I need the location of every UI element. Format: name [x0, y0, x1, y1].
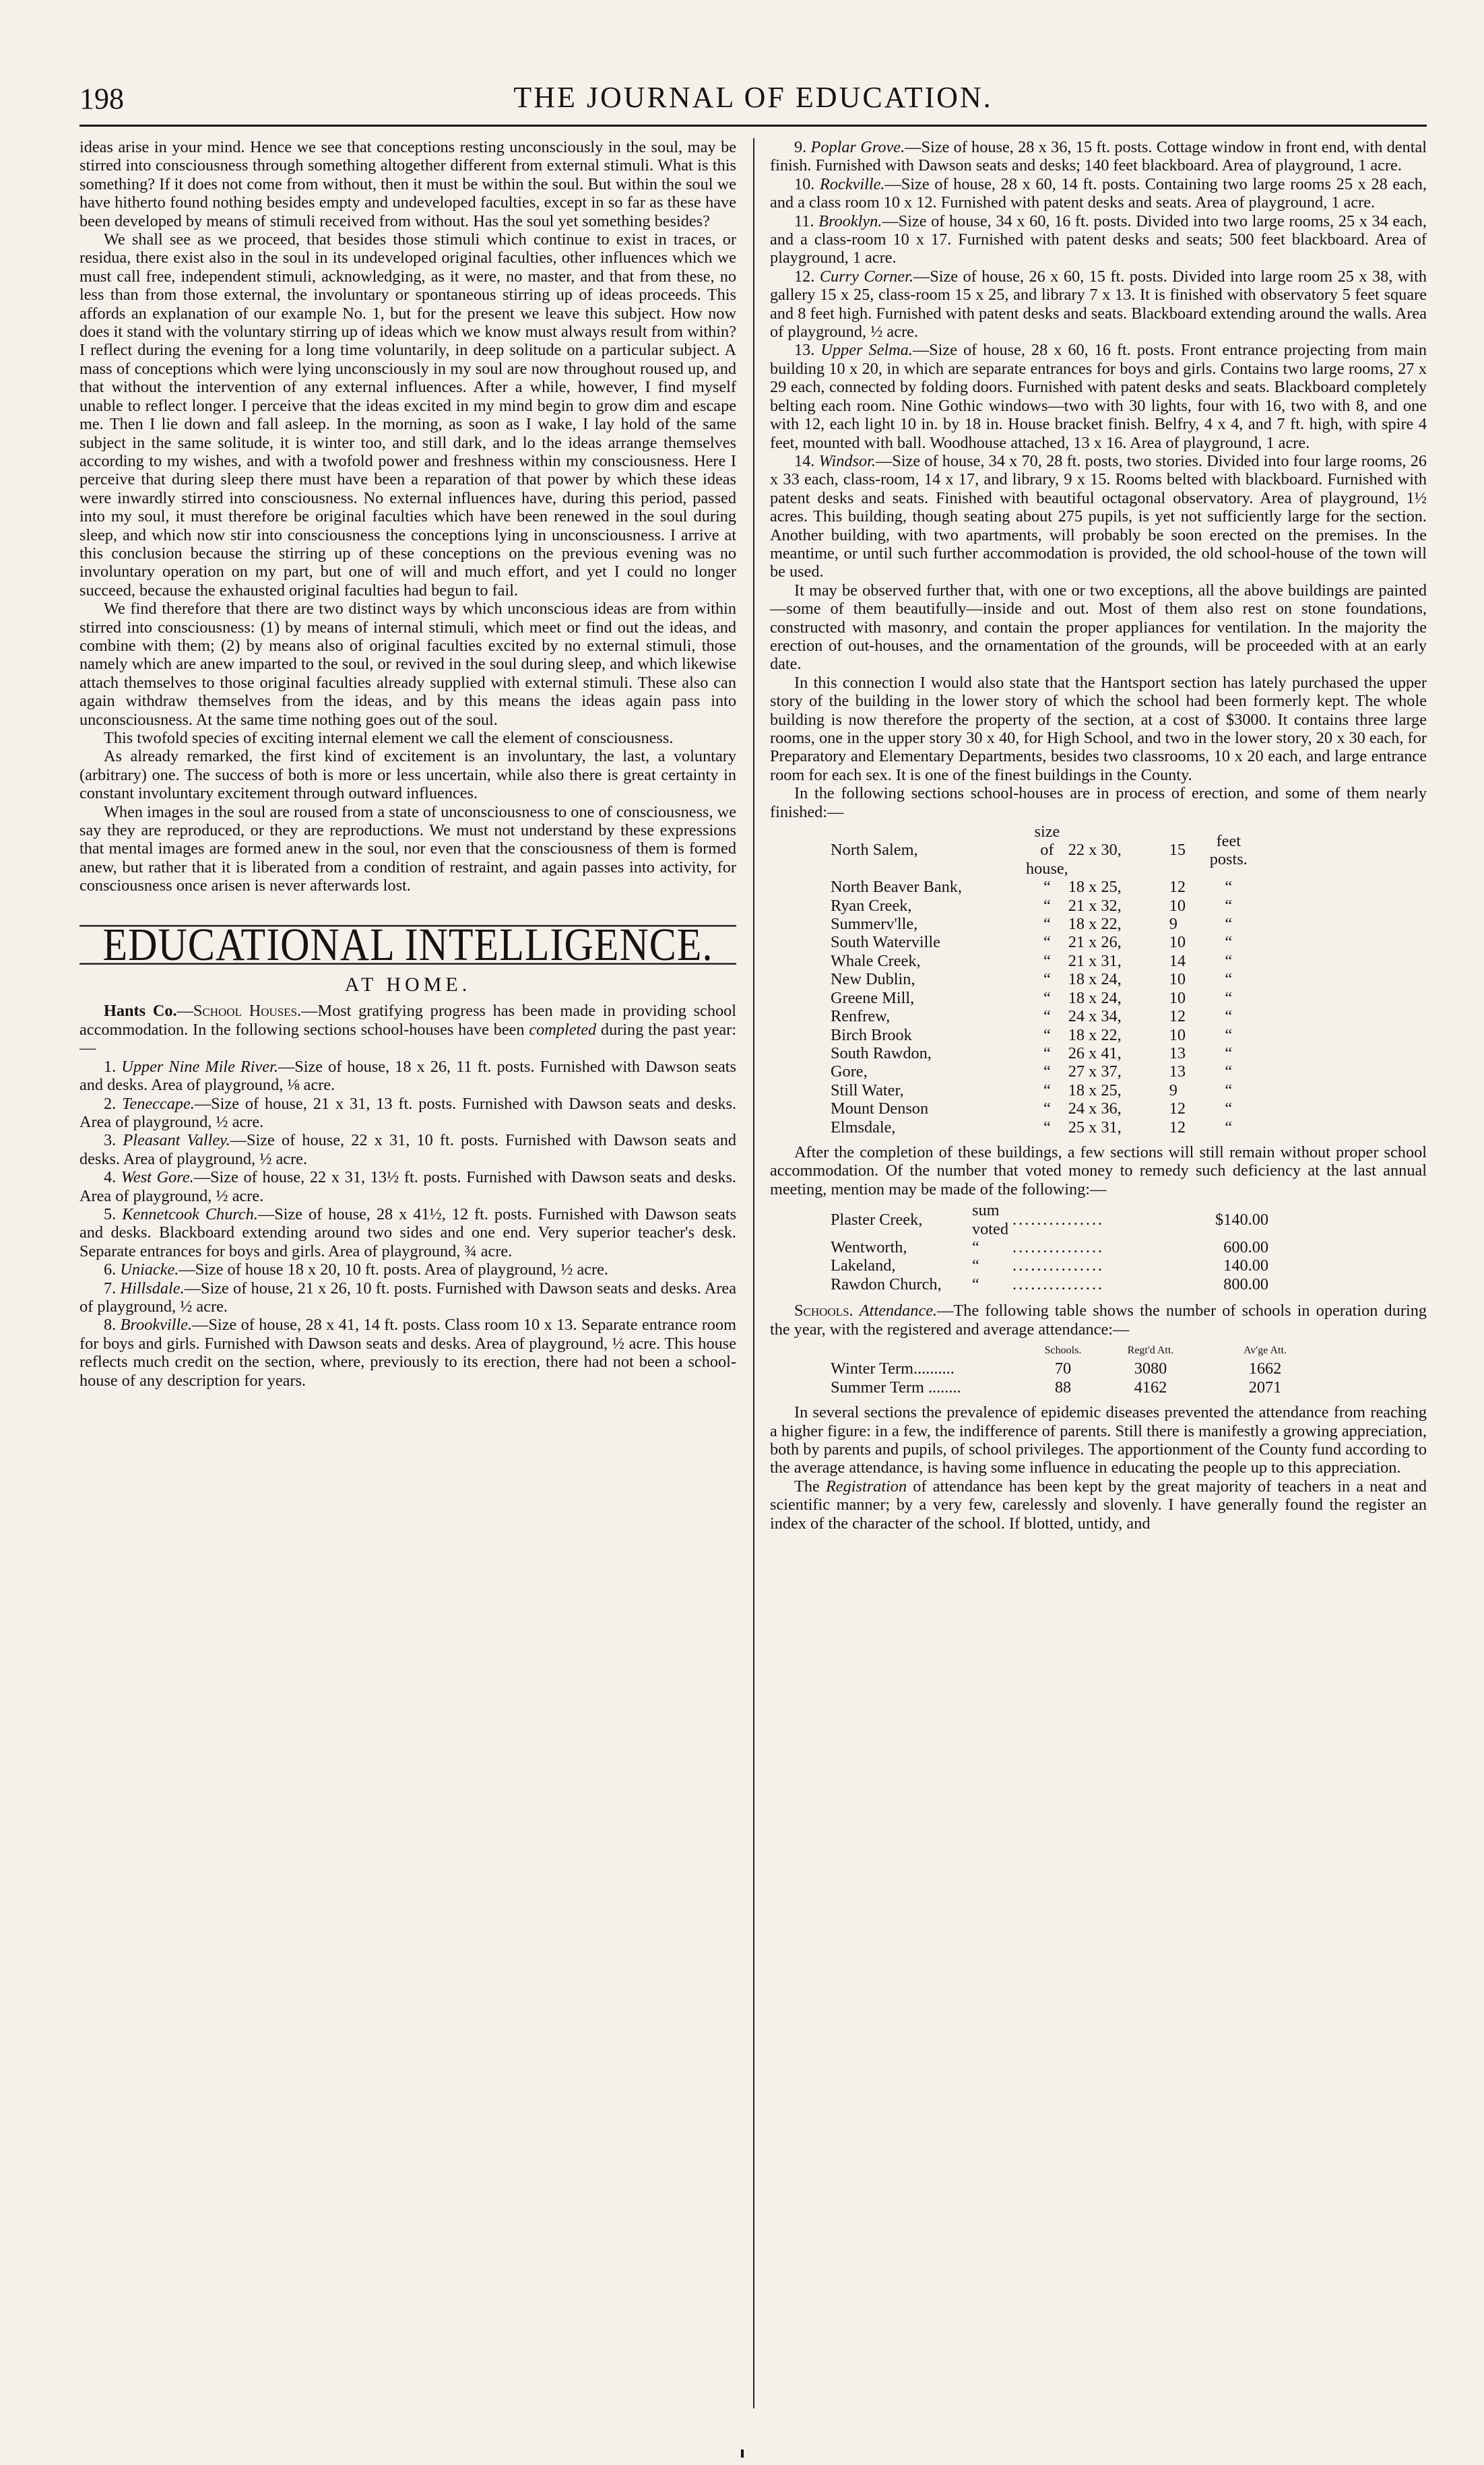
text-run: The: [794, 1477, 820, 1496]
school-name: Upper Selma.: [820, 341, 913, 360]
size-label: “: [1043, 1025, 1051, 1044]
house-dims: 18 x 24,: [1068, 970, 1122, 989]
right-column: [770, 138, 1427, 1533]
table-row: [831, 1378, 1322, 1397]
house-posts: 10: [1169, 1025, 1186, 1044]
school-entry: [79, 1279, 736, 1316]
section-name: Rawdon Church,: [831, 1275, 942, 1293]
house-dims: 18 x 22,: [1068, 1025, 1122, 1044]
section-heading: EDUCATIONAL INTELLIGENCE.: [79, 925, 736, 965]
vote-amount: 800.00: [1223, 1275, 1268, 1293]
entry-text: —Size of house, 28 x 60, 16 ft. posts. Front entrance projecting from main building 10 x 20, in which are separate entrances for boys and girls. Contains two large rooms, 27 x 29 each, connected by folding doors. Furnished with patent desks and seats. Blackboard completely belting each room. Nine Gothic windows—two with 30 lights, four with 16, two with 8, and one with 12, each light 10 in. by 18 in. House bracket finish. Belfry, 4 x 4, and 7 ft. high, with spire 4 feet, mounted with ball. Woodhouse attached, 13 x 16. Area of playground, 1 acre.: [770, 341, 1427, 452]
paragraph: [770, 1302, 1427, 1339]
column-header: Regt'd Att.: [1127, 1345, 1174, 1356]
house-name: Still Water,: [831, 1081, 904, 1099]
posts-unit: “: [1225, 1099, 1233, 1118]
house-name: Ryan Creek,: [831, 896, 912, 915]
size-label: “: [1043, 878, 1051, 897]
house-name: Gore,: [831, 1062, 868, 1081]
subsection-heading: AT HOME.: [344, 973, 472, 996]
house-name: Renfrew,: [831, 1007, 891, 1026]
house-name: North Salem,: [831, 841, 918, 860]
section-name: Lakeland,: [831, 1256, 896, 1275]
size-label: size of house,: [1026, 823, 1068, 878]
votes-table: [831, 1201, 1268, 1293]
house-dims: 21 x 31,: [1068, 951, 1122, 970]
school-entries: [79, 1058, 736, 1390]
school-entry: [770, 452, 1427, 581]
house-dims: 25 x 31,: [1068, 1118, 1122, 1137]
term-name: Winter Term..........: [831, 1359, 955, 1378]
entry-text: —Size of house, 22 x 31, 13½ ft. posts. Furnished with Dawson seats and desks. Area of playground, ½ acre.: [79, 1168, 737, 1205]
entry-number: 11.: [794, 212, 814, 230]
school-name: Brookville.: [120, 1316, 193, 1335]
table-row: [831, 897, 1248, 915]
house-posts: 12: [1169, 1118, 1186, 1137]
entry-number: 7.: [104, 1279, 117, 1298]
house-dims: 18 x 25,: [1068, 1081, 1122, 1099]
entry-text: —Size of house, 28 x 60, 14 ft. posts. Containing two large rooms 25 x 28 each, and a class room 10 x 12. Furnished with patent desks and seats. Area of playground, 1 acre.: [770, 174, 1427, 212]
posts-unit: “: [1225, 878, 1233, 897]
table-row: [831, 878, 1248, 896]
paragraph: In the following sections school-houses are in process of erection, and some of them nearly finished:—: [770, 784, 1427, 821]
house-dims: 18 x 22,: [1068, 915, 1122, 934]
school-name: Windsor.: [818, 451, 876, 470]
paragraph: After the completion of these buildings, a few sections will still remain without proper school accommodation. Of the number that voted money to remedy such deficiency at the last annual meeting, mention may be made of the following:—: [770, 1143, 1427, 1198]
school-name: Teneccape.: [122, 1094, 195, 1113]
table-row: [831, 970, 1248, 988]
page-header: [79, 77, 1427, 118]
entry-number: 1.: [104, 1057, 117, 1076]
header-rule: [79, 125, 1427, 127]
posts-unit: “: [1225, 933, 1233, 952]
average-attendance: 1662: [1248, 1359, 1282, 1378]
column-header: Schools.: [1044, 1345, 1082, 1356]
section-name: Wentworth,: [831, 1238, 907, 1256]
entry-number: 13.: [794, 341, 815, 360]
house-posts: 12: [1169, 1007, 1186, 1026]
school-name: West Gore.: [121, 1168, 194, 1187]
table-row: [831, 915, 1248, 933]
leader-dots: ...............: [1012, 1275, 1105, 1293]
house-posts: 14: [1169, 951, 1186, 970]
school-entry: [770, 175, 1427, 212]
school-name: Brooklyn.: [818, 212, 882, 230]
size-label: “: [1043, 896, 1051, 915]
house-posts: 10: [1169, 933, 1186, 952]
house-name: Elmsdale,: [831, 1118, 896, 1137]
school-name: Poplar Grove.: [810, 138, 905, 156]
table-row: [831, 823, 1248, 878]
house-posts: 15: [1169, 841, 1186, 860]
house-posts: 10: [1169, 896, 1186, 915]
house-dims: 22 x 30,: [1068, 841, 1122, 860]
journal-title: THE JOURNAL OF EDUCATION.: [513, 81, 993, 114]
school-name: Hillsdale.: [120, 1279, 185, 1298]
house-dims: 18 x 24,: [1068, 988, 1122, 1007]
paragraph: [79, 1002, 736, 1057]
paragraph: We shall see as we proceed, that besides those stimuli which continue to exist in traces, or residua, there exist also in the soul in its undeveloped original faculties, other influences which we must call free, independent stimuli, acknowledging, as it were, no master, and that from these, no less than from those external, the involuntary or spontaneous stirring up of ideas proceeds. This affords an explanation of our example No. 1, but for the present we leave this subject. How now does it stand with the voluntary stirring up of ideas which we know must always result from within? I reflect during the evening for a long time voluntarily, in deep solitude on a particular subject. A mass of conceptions which were lying unconsciously in my soul are now throughout roused up, and that without the intervention of any external influences. After a while, however, I find myself unable to reflect longer. I perceive that the ideas excited in my mind begin to grow dim and escape me. Then I lie down and fall asleep. In the morning, as soon as I wake, I lay hold of the same subject in the same solitude, it is winter too, and still dark, and lo the ideas arrange themselves according to my wishes, and with a twofold power and freshness within my consciousness. Here I perceive that during sleep there must have been a reparation of that power by which these ideas were inwardly stirred into consciousness. No external influences have, during this period, passed into my soul, it must therefore be original faculties which have been renewed in the soul during sleep, and which now stir into consciousness the conceptions lying in unconsciousness. I arrive at this conclusion because the stirring up of these conceptions on the previous evening was no involuntary operation on my part, but one of will and much effort, and yet I could no longer succeed, because the exhausted original faculties had begun to fail.: [79, 230, 736, 600]
posts-unit: “: [1225, 951, 1233, 970]
topic-label: Schools.: [794, 1302, 853, 1320]
entry-text: —Size of house, 28 x 41½, 12 ft. posts. Furnished with Dawson seats and desks. Blackboard extending around two sides and one end. Very superior teacher's desk. Separate entrances for boys and girls. Area of playground, ¾ acre.: [79, 1205, 737, 1260]
house-posts: 13: [1169, 1062, 1186, 1081]
entry-text: —Size of house, 34 x 70, 28 ft. posts, two stories. Divided into four large rooms, 26 x 33 each, class-room, 14 x 17, and library, 9 x 15. Rooms belted with blackboard. Furnished with patent desks and seats. Finished with beautiful octagonal observatory. Area of playground, 1½ acres. This building, though seating about 275 pupils, is yet not sufficiently large for the section. Another building, with two apartments, will probably be soon erected on the premises. In the meantime, or until such further accommodation is provided, the old school-house of the town will be used.: [770, 451, 1427, 581]
table-row: [831, 933, 1248, 951]
leader-dots: ...............: [1012, 1238, 1105, 1256]
house-posts: 9: [1169, 1081, 1177, 1099]
entry-number: 8.: [104, 1316, 117, 1335]
entry-text: —Size of house, 26 x 60, 15 ft. posts. Divided into large room 25 x 38, with gallery 15 x 25, class-room 15 x 25, and library 7 x 13. It is finished with observatory 5 feet square and 8 feet high. Furnished with patent desks and seats. Blackboard extending around the walls. Area of playground, ½ acre.: [770, 267, 1427, 342]
entry-text: —Size of house, 34 x 60, 16 ft. posts. Divided into two large rooms, 25 x 34 each, and a class-room 10 x 17. Furnished with patent desks and seats; 500 feet blackboard. Area of playground, 1 acre.: [770, 212, 1427, 267]
house-dims: 24 x 34,: [1068, 1007, 1122, 1026]
school-entry: [770, 212, 1427, 267]
table-row: [831, 1081, 1248, 1099]
emphasis: completed: [529, 1020, 597, 1039]
house-dims: 21 x 32,: [1068, 896, 1122, 915]
house-dims: 21 x 26,: [1068, 933, 1122, 952]
size-label: “: [1043, 1007, 1051, 1026]
size-label: “: [1043, 951, 1051, 970]
column-divider: [753, 138, 754, 2408]
house-name: South Waterville: [831, 933, 940, 952]
size-label: “: [1043, 915, 1051, 934]
school-entry: [770, 138, 1427, 175]
term-name: Summer Term ........: [831, 1378, 961, 1397]
houses-table: [831, 823, 1248, 1137]
house-name: North Beaver Bank,: [831, 878, 962, 897]
posts-unit: feet posts.: [1209, 831, 1248, 869]
posts-unit: “: [1225, 988, 1233, 1007]
paragraph: As already remarked, the first kind of excitement is an involuntary, the last, a voluntary (arbitrary) one. The success of both is more or less uncertain, while also there is great certainty in constant involuntary excitement through outward influences.: [79, 747, 736, 803]
entry-number: 3.: [104, 1131, 117, 1150]
entry-text: —Size of house, 22 x 31, 10 ft. posts. Furnished with Dawson seats and desks. Area of playground, ½ acre.: [79, 1131, 737, 1168]
posts-unit: “: [1225, 970, 1233, 989]
school-name: Kennetcook Church.: [122, 1205, 258, 1223]
vote-amount: $140.00: [1215, 1210, 1268, 1229]
entry-number: 2.: [104, 1094, 117, 1113]
entry-text: —Size of house, 18 x 26, 11 ft. posts. Furnished with Dawson seats and desks. Area of playground, ⅛ acre.: [79, 1057, 737, 1095]
posts-unit: “: [1225, 1007, 1233, 1026]
text-run: —Most gratifying progress has been made in providing school accommodation. In the following sections school-houses have been: [79, 1002, 737, 1039]
posts-unit: “: [1225, 896, 1233, 915]
entry-text: —Size of house, 28 x 41, 14 ft. posts. Class room 10 x 13. Separate entrance room for boys and girls. Furnished with Dawson seats and desks. Area of playground, ½ acre. This house reflects much credit on the section, where, previously to its erection, there had not been a school-house of any description for years.: [79, 1316, 736, 1390]
posts-unit: “: [1225, 915, 1233, 934]
size-label: “: [1043, 933, 1051, 952]
paragraph: This twofold species of exciting internal element we call the element of consciousness.: [104, 729, 674, 747]
house-name: Summerv'lle,: [831, 915, 918, 934]
size-label: “: [1043, 1118, 1051, 1137]
entry-number: 4.: [104, 1168, 117, 1187]
school-count: 70: [1054, 1359, 1072, 1378]
county-label: Hants Co.: [104, 1002, 177, 1021]
paragraph: ideas arise in your mind. Hence we see that conceptions resting unconsciously in the soul, may be stirred into consciousness through something altogether different from external stimuli. What is this something? If it does not come from without, then it must be within the soul. But within the soul we have hitherto found nothing besides empty and undeveloped faculties, except in so far as these have been developed by means of stimuli received from without. Has the soul yet something besides?: [79, 138, 736, 230]
attendance-table: [831, 1341, 1322, 1397]
table-row: [831, 1359, 1322, 1378]
posts-unit: “: [1225, 1044, 1233, 1062]
house-dims: 24 x 36,: [1068, 1099, 1122, 1118]
posts-unit: “: [1225, 1025, 1233, 1044]
entry-number: 6.: [104, 1260, 117, 1279]
page-number: 198: [79, 82, 124, 115]
house-name: Mount Denson: [831, 1099, 929, 1118]
house-name: New Dublin,: [831, 970, 915, 989]
table-row: [831, 1256, 1268, 1275]
size-label: “: [1043, 1081, 1051, 1099]
registered-attendance: 4162: [1134, 1378, 1167, 1397]
text-run: during the past year:—: [79, 1020, 736, 1058]
table-row: [831, 1007, 1248, 1025]
school-name: Rockville.: [820, 174, 885, 193]
vote-amount: 140.00: [1223, 1256, 1268, 1275]
house-name: Birch Brook: [831, 1025, 912, 1044]
school-entry: [79, 1316, 736, 1390]
paragraph: It may be observed further that, with one or two exceptions, all the above buildings are painted—some of them beautifully—inside and out. Most of them also rest on stone foundations, constructed with masonry, and contain the proper appliances for ventilation. In the majority the erection of out-houses, and the ornamentation of the grounds, will be proceeded with at an early date.: [770, 581, 1427, 674]
school-entry: [79, 1260, 736, 1279]
house-posts: 12: [1169, 878, 1186, 897]
left-column: [79, 138, 736, 1390]
table-row: [831, 1238, 1268, 1256]
registered-attendance: 3080: [1134, 1359, 1167, 1378]
school-name: Curry Corner.: [819, 267, 913, 286]
school-name: Upper Nine Mile River.: [121, 1057, 278, 1076]
entry-text: —Size of house, 28 x 36, 15 ft. posts. Cottage window in front end, with dental finish. Furnished with Dawson seats and desks; 140 feet blackboard. Area of playground, 1 acre.: [770, 138, 1427, 175]
entry-number: 10.: [794, 174, 815, 193]
school-entry: [79, 1168, 736, 1205]
paragraph: [770, 1477, 1427, 1533]
print-mark: [741, 2450, 744, 2458]
table-row: [831, 1026, 1248, 1044]
house-dims: 26 x 41,: [1068, 1044, 1122, 1062]
vote-label: sum voted: [972, 1201, 1008, 1238]
entry-number: 14.: [794, 451, 815, 470]
school-entry: [79, 1058, 736, 1095]
house-posts: 10: [1169, 970, 1186, 989]
text-run: of attendance has been kept by the great majority of teachers in a neat and scientific manner; by a very few, carelessly and slovenly. I have generally found the register an index of the character of the school. If blotted, untidy, and: [770, 1477, 1427, 1533]
entry-number: 9.: [794, 138, 807, 156]
entry-text: —Size of house, 21 x 31, 13 ft. posts. Furnished with Dawson seats and desks. Area of playground, ½ acre.: [79, 1094, 736, 1131]
vote-label: “: [972, 1238, 979, 1256]
table-row: [831, 1118, 1248, 1137]
table-row: [831, 1062, 1248, 1081]
table-header-row: [831, 1341, 1322, 1359]
vote-label: “: [972, 1256, 979, 1275]
table-row: [831, 1044, 1248, 1062]
paragraph: In this connection I would also state that the Hantsport section has lately purchased the upper story of the building in the lower story of which the school had been formerly kept. The whole building is now therefore the property of the section, at a cost of $3000. It contains three large rooms, one in the upper story 30 x 40, for High School, and two in the lower story, 20 x 30 each, for Preparatory and Elementary Departments, besides two classrooms, 10 x 20 each, and large entrance room for each sex. It is one of the finest buildings in the County.: [770, 673, 1427, 784]
house-dims: 18 x 25,: [1068, 878, 1122, 897]
table-row: [831, 1099, 1248, 1118]
vote-amount: 600.00: [1223, 1238, 1268, 1256]
house-name: Whale Creek,: [831, 951, 921, 970]
house-dims: 27 x 37,: [1068, 1062, 1122, 1081]
house-posts: 9: [1169, 915, 1177, 934]
column-header: Av'ge Att.: [1244, 1345, 1287, 1356]
school-entry: [79, 1205, 736, 1260]
house-name: South Rawdon,: [831, 1044, 932, 1062]
entry-text: —Size of house 18 x 20, 10 ft. posts. Area of playground, ½ acre.: [179, 1260, 609, 1279]
size-label: “: [1043, 988, 1051, 1007]
school-entries: [770, 138, 1427, 581]
paragraph: We find therefore that there are two distinct ways by which unconscious ideas are from within stirred into consciousness: (1) by means of internal stimuli, which meet or find out the ideas, and combine with them; (2) by means also of original faculties excited by no external stimuli, those namely which are anew imparted to the soul, or revived in the soul during sleep, and which likewise attach themselves to those original faculties already supplied with external stimuli. These also can again withdraw themselves from the ideas, and by this means the ideas again pass into unconsciousness. At the same time nothing goes out of the soul.: [79, 600, 736, 729]
table-row: [831, 989, 1248, 1007]
school-name: Pleasant Valley.: [123, 1131, 230, 1150]
size-label: “: [1043, 1044, 1051, 1062]
school-entry: [79, 1131, 736, 1168]
school-count: 88: [1054, 1378, 1072, 1397]
journal-page: [79, 77, 1427, 2422]
vote-label: “: [972, 1275, 979, 1293]
topic-label: —School Houses.: [176, 1002, 302, 1021]
leader-dots: ...............: [1012, 1210, 1105, 1229]
school-entry: [770, 267, 1427, 342]
posts-unit: “: [1225, 1118, 1233, 1137]
posts-unit: “: [1225, 1062, 1233, 1081]
table-row: [831, 1201, 1268, 1238]
table-row: [831, 952, 1248, 970]
size-label: “: [1043, 1099, 1051, 1118]
emphasis: Registration: [825, 1477, 907, 1496]
size-label: “: [1043, 1062, 1051, 1081]
entry-number: 5.: [104, 1205, 117, 1223]
school-name: Uniacke.: [120, 1260, 179, 1279]
paragraph: When images in the soul are roused from a state of unconsciousness to one of consciousness, we say they are reproduced, or they are reproductions. We must not understand by these expressions that mental images are formed anew in the soul, nor even that the consciousness of them is formed anew, but rather that it is liberated from a condition of restraint, and again passes into activity, for consciousness once arisen is never afterwards lost.: [79, 802, 736, 895]
house-posts: 10: [1169, 988, 1186, 1007]
text-run: —The following table shows the number of schools in operation during the year, with the registered and average attendance:—: [770, 1302, 1427, 1339]
entry-text: —Size of house, 21 x 26, 10 ft. posts. Furnished with Dawson seats and desks. Area of playground, ½ acre.: [79, 1279, 736, 1316]
average-attendance: 2071: [1248, 1378, 1282, 1397]
size-label: “: [1043, 970, 1051, 989]
section-name: Plaster Creek,: [831, 1210, 923, 1229]
house-posts: 12: [1169, 1099, 1186, 1118]
paragraph: In several sections the prevalence of epidemic diseases prevented the attendance from reaching a higher figure: in a few, the indifference of parents. Still there is manifestly a growing appreciation, both by parents and pupils, of school privileges. The apportionment of the County fund according to the average attendance, is having some influence in educating the people up to this appreciation.: [770, 1403, 1427, 1477]
entry-number: 12.: [794, 267, 815, 286]
house-name: Greene Mill,: [831, 988, 915, 1007]
leader-dots: ...............: [1012, 1256, 1105, 1275]
emphasis: Attendance.: [859, 1302, 938, 1320]
posts-unit: “: [1225, 1081, 1233, 1099]
school-entry: [79, 1095, 736, 1132]
house-posts: 13: [1169, 1044, 1186, 1062]
school-entry: [770, 341, 1427, 451]
table-row: [831, 1275, 1268, 1293]
